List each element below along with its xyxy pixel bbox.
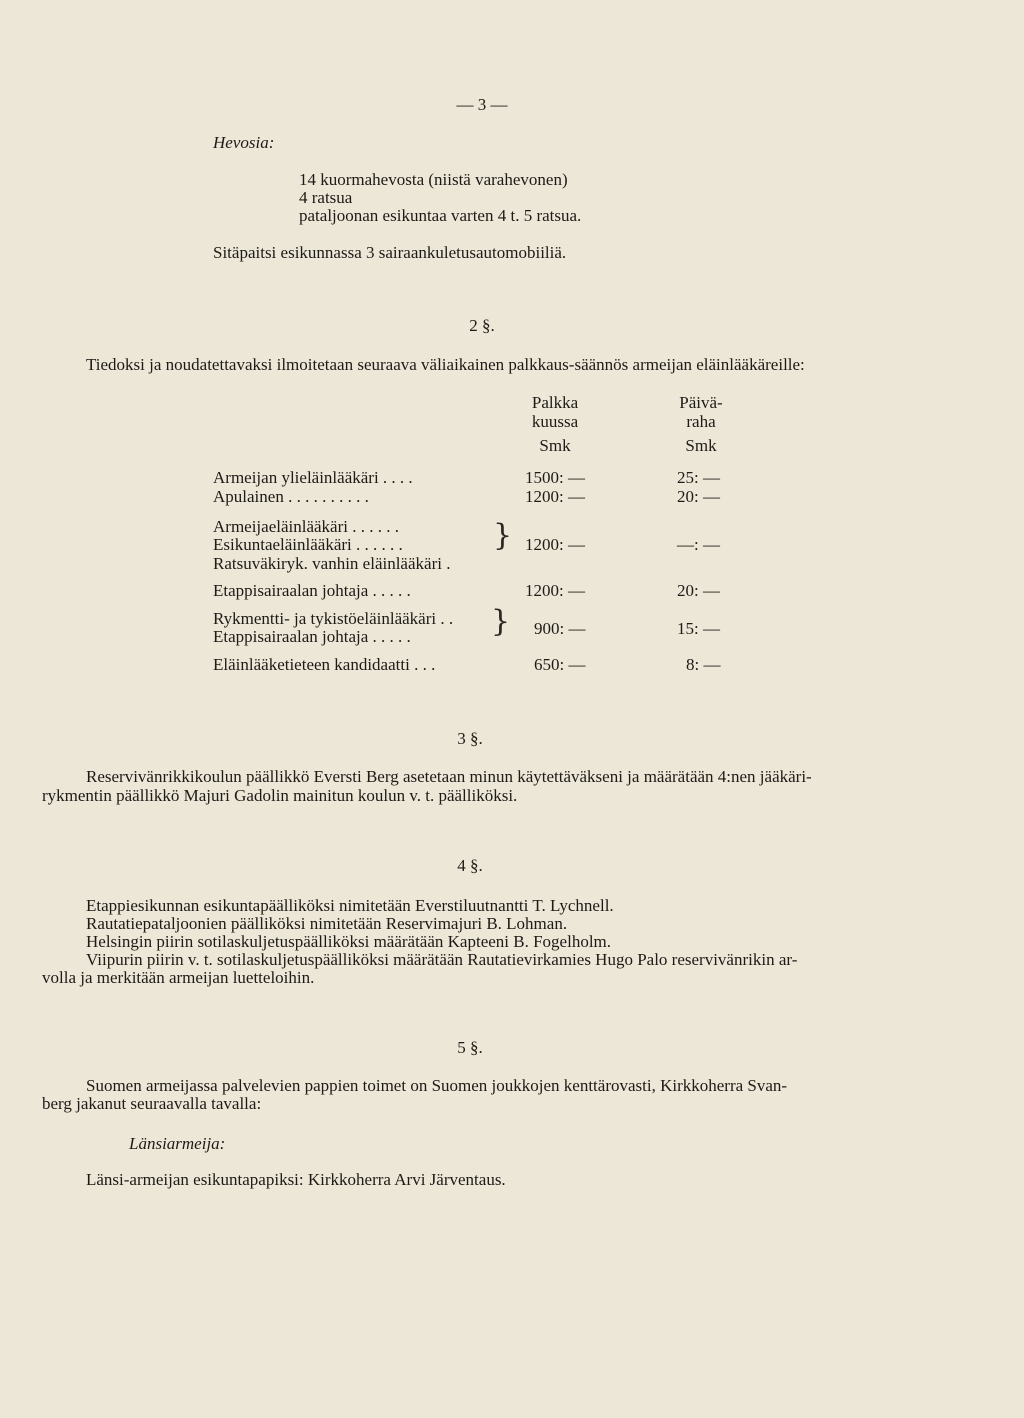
horses-extra: Sitäpaitsi esikunnassa 3 sairaankuletusautomobiiliä. (213, 243, 567, 262)
col-allowance-header: raha (686, 412, 716, 431)
section-3-line: Reservivänrikkikoulun päällikkö Eversti Berg asetetaan minun käytettäväkseni ja määrätään 4:nen jääkäri- (86, 767, 812, 786)
brace-icon: } (491, 604, 511, 639)
row-pay: 1200: — (525, 487, 585, 506)
section-4-line: Etappiesikunnan esikuntapäälliköksi nimitetään Everstiluutnantti T. Lychnell. (86, 896, 614, 915)
section-4-line: volla ja merkitään armeijan luetteloihin. (42, 968, 315, 987)
row-title: Rykmentti- ja tykistöeläinlääkäri . . (213, 609, 454, 628)
section-4-line: Helsingin piirin sotilaskuljetuspäälliköksi määrätään Kapteeni B. Fogelholm. (86, 932, 612, 951)
row-title: Ratsuväkiryk. vanhin eläinlääkäri . (213, 554, 451, 573)
horses-line: 14 kuormahevosta (niistä varahevonen) (299, 170, 568, 189)
row-pay: 650: — (534, 655, 586, 674)
row-pay: 1200: — (525, 535, 585, 554)
col-pay-header: Palkka (531, 393, 579, 412)
horses-heading: Hevosia: (213, 133, 275, 152)
horses-line: pataljoonan esikuntaa varten 4 t. 5 ratsua. (299, 206, 582, 225)
row-title: Etappisairaalan johtaja . . . . . (213, 581, 411, 600)
row-allowance: 20: — (677, 581, 720, 600)
row-title: Apulainen . . . . . . . . . . (213, 487, 369, 506)
section-5-line: berg jakanut seuraavalla tavalla: (42, 1094, 262, 1113)
row-allowance: 15: — (677, 619, 720, 638)
row-title: Eläinlääketieteen kandidaatti . . . (213, 655, 436, 674)
section-5-heading: 5 §. (457, 1038, 483, 1057)
row-allowance: 20: — (677, 487, 720, 506)
row-title: Esikuntaeläinlääkäri . . . . . . (213, 535, 403, 554)
row-pay: 900: — (534, 619, 586, 638)
row-pay: 1500: — (525, 468, 585, 487)
section-3-heading: 3 §. (457, 729, 483, 748)
section-5-entry: Länsi-armeijan esikuntapapiksi: Kirkkoherra Arvi Järventaus. (86, 1170, 506, 1189)
brace-icon: } (493, 518, 513, 553)
section-5-subheading: Länsiarmeija: (129, 1134, 226, 1153)
section-5-line: Suomen armeijassa palvelevien pappien toimet on Suomen joukkojen kenttärovasti, Kirkkoherra Svan- (86, 1076, 788, 1095)
row-title: Armeijaeläinlääkäri . . . . . . (213, 517, 399, 536)
row-allowance: 8: — (686, 655, 721, 674)
row-allowance: 25: — (677, 468, 720, 487)
section-2-intro: Tiedoksi ja noudatettavaksi ilmoitetaan seuraava väliaikainen palkkaus-säännös armeijan eläinlääkäreille: (86, 355, 805, 374)
row-title: Armeijan ylieläinlääkäri . . . . (213, 468, 413, 487)
col-pay-header: kuussa (531, 412, 579, 431)
section-2-heading: 2 §. (469, 316, 495, 335)
section-4-heading: 4 §. (457, 856, 483, 875)
col-pay-unit: Smk (539, 436, 571, 455)
section-3-line: rykmentin päällikkö Majuri Gadolin mainitun koulun v. t. päälliköksi. (42, 786, 518, 805)
col-allowance-header: Päivä- (679, 393, 723, 412)
row-title: Etappisairaalan johtaja . . . . . (213, 627, 411, 646)
row-pay: 1200: — (525, 581, 585, 600)
row-allowance: —: — (677, 535, 720, 554)
section-4-line: Viipurin piirin v. t. sotilaskuljetuspäälliköksi määrätään Rautatievirkamies Hugo Palo reservivänrikin ar- (86, 950, 798, 969)
section-4-line: Rautatiepataljoonien päälliköksi nimitetään Reservimajuri B. Lohman. (86, 914, 568, 933)
col-allowance-unit: Smk (685, 436, 717, 455)
page-number: — 3 — (456, 95, 508, 114)
horses-line: 4 ratsua (299, 188, 353, 207)
